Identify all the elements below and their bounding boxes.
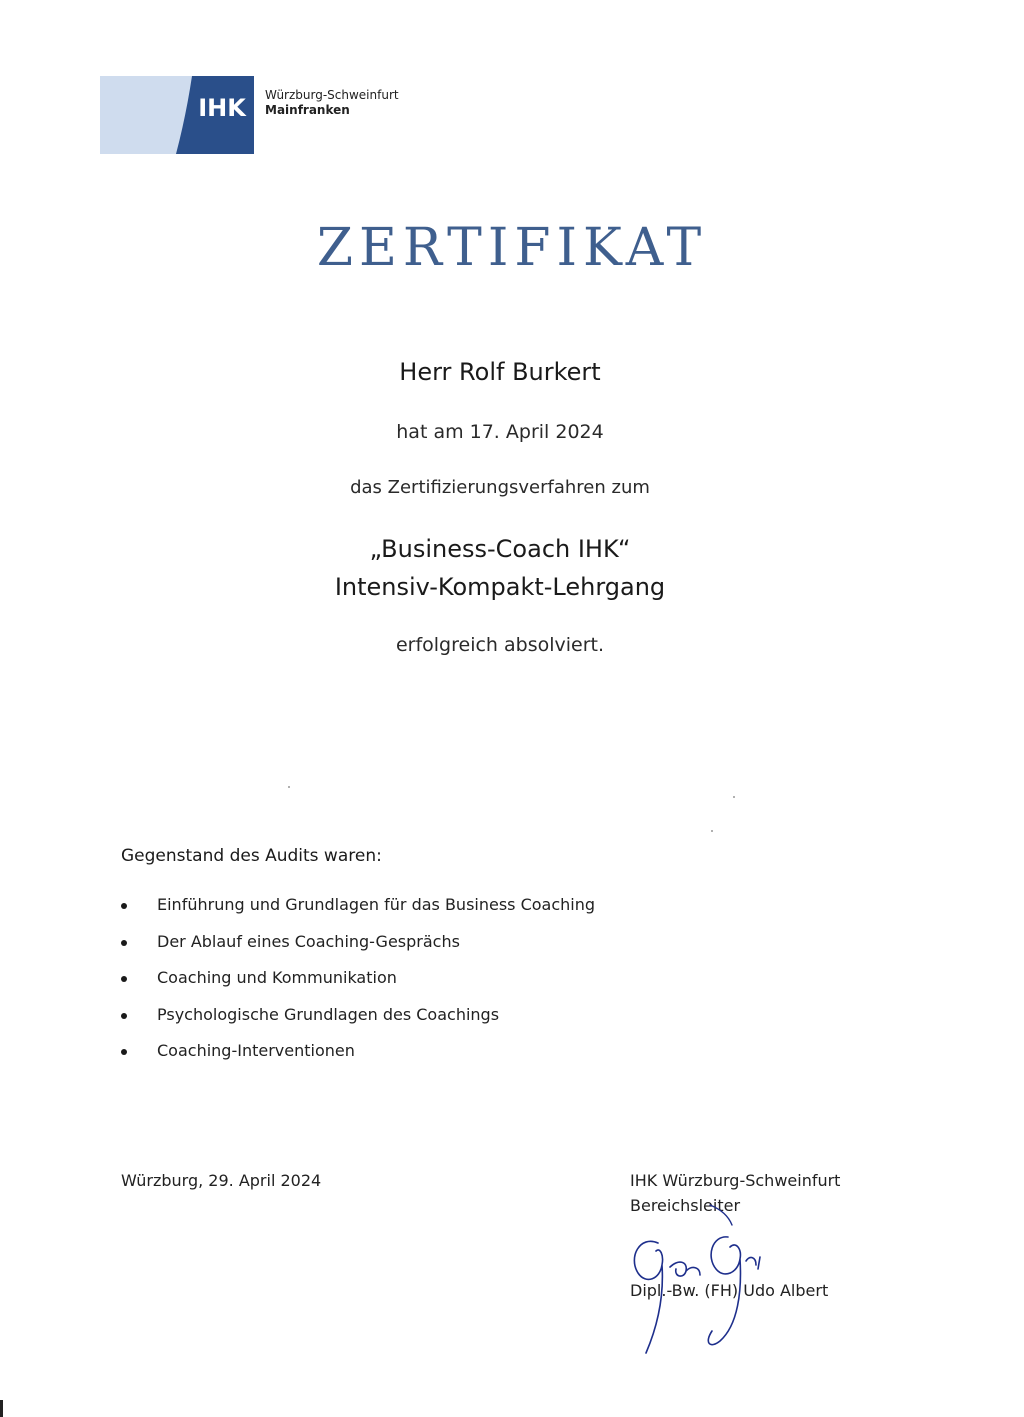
signature-stroke-2 [670, 1262, 700, 1276]
audit-topic: Coaching und Kommunikation [157, 968, 397, 987]
ihk-logo [100, 76, 254, 154]
list-item [121, 968, 595, 1005]
logo-line-1: Würzburg-Schweinfurt [265, 88, 399, 102]
signature-stroke-4 [746, 1257, 760, 1269]
handwritten-signature [600, 1195, 790, 1365]
signer-organization: IHK Würzburg-Schweinfurt [630, 1171, 841, 1190]
scan-speck [733, 796, 735, 798]
bullet-icon [121, 1013, 127, 1019]
scan-speck [288, 786, 290, 788]
scan-edge-mark [0, 1400, 3, 1417]
scan-speck [711, 830, 713, 832]
signer-role: Bereichsleiter [630, 1196, 741, 1215]
audit-topic: Einführung und Grundlagen für das Business Coaching [157, 895, 596, 914]
recipient-name: Herr Rolf Burkert [399, 358, 601, 386]
list-item [121, 895, 595, 932]
audit-topic: Der Ablauf eines Coaching-Gesprächs [157, 931, 460, 951]
course-title: „Business-Coach IHK“ [369, 535, 631, 563]
procedure-text: das Zertifizierungsverfahren zum [350, 477, 650, 498]
certification-date: hat am 17. April 2024 [396, 421, 604, 443]
certificate-title: ZERTIFIKAT [316, 218, 708, 278]
bullet-icon [121, 1049, 127, 1055]
bullet-icon [121, 903, 127, 909]
logo-line-2: Mainfranken [265, 103, 350, 117]
course-subtitle: Intensiv-Kompakt-Lehrgang [334, 573, 666, 601]
list-item [121, 1005, 595, 1042]
completion-text: erfolgreich absolviert. [395, 634, 605, 656]
logo-mark-text: IHK [198, 94, 246, 122]
audit-heading: Gegenstand des Audits waren: [121, 846, 382, 866]
list-item [121, 1041, 595, 1078]
ihk-logo-mark [100, 76, 254, 154]
bullet-icon [121, 976, 127, 982]
logo-org-name [265, 88, 399, 118]
audit-topic: Coaching-Interventionen [157, 1041, 355, 1060]
bullet-icon [121, 940, 127, 946]
audit-topic-list [121, 895, 595, 1078]
place-and-date: Würzburg, 29. April 2024 [121, 1171, 322, 1190]
audit-topic: Psychologische Grundlagen des Coachings [157, 1004, 500, 1024]
list-item [121, 932, 595, 969]
signer-name: Dipl.-Bw. (FH) Udo Albert [630, 1281, 829, 1300]
